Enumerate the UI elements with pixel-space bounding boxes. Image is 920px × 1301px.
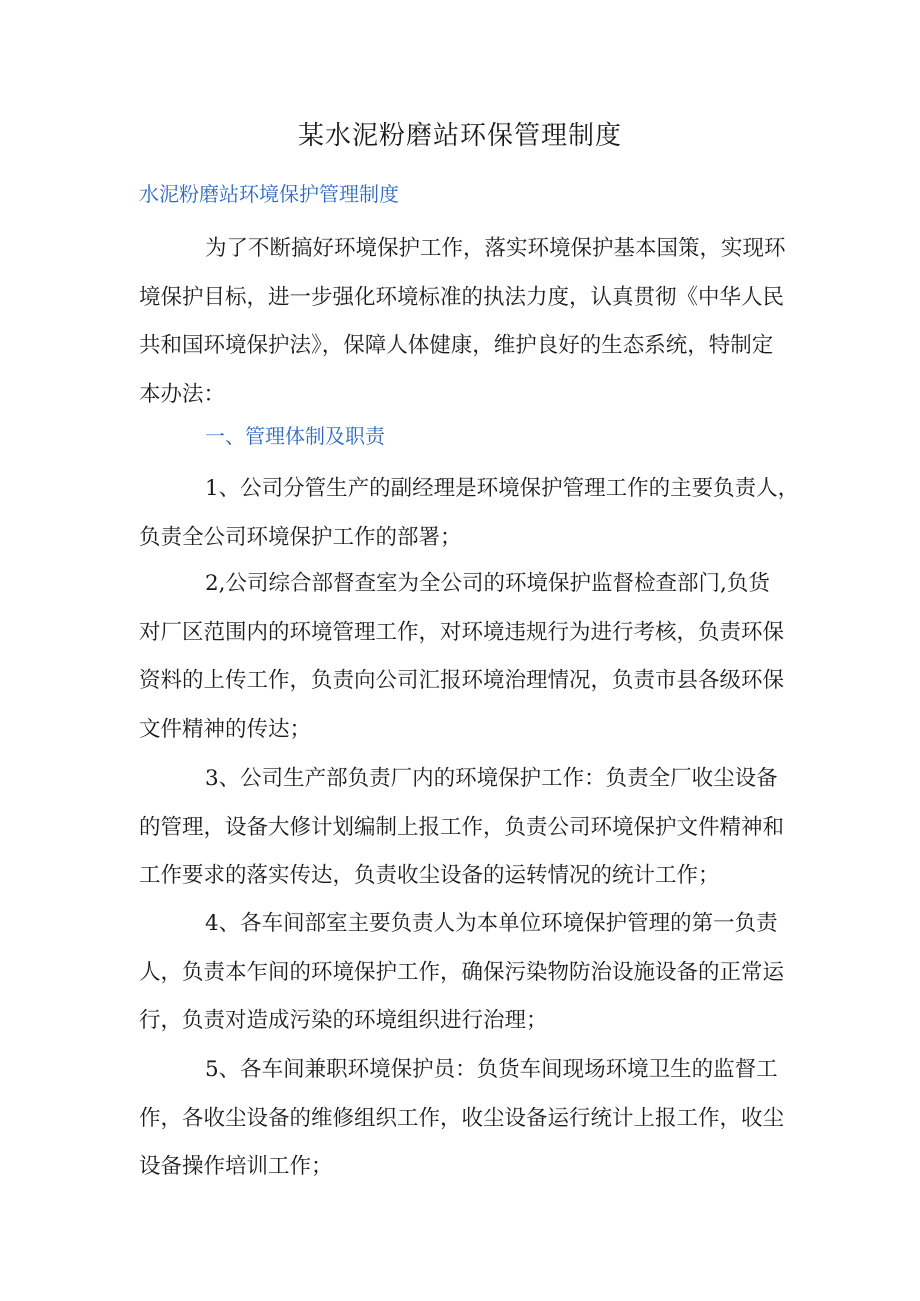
- item-line: 的管理，设备大修计划编制上报工作，负责公司环境保护文件精神和: [139, 814, 785, 840]
- list-item-2: [139, 560, 789, 754]
- item-line: 作，各收尘设备的维修组织工作，收尘设备运行统计上报工作，收尘: [139, 1105, 785, 1131]
- item-line: 5、各车间兼职环境保护员：负货车间现场环境卫生的监督工: [205, 1057, 778, 1082]
- item-line: 对厂区范围内的环境管理工作，对环境违规行为进行考核，负责环保: [139, 619, 785, 645]
- intro-line: 境保护目标，进一步强化环境标准的执法力度，认真贯彻《中华人民: [139, 284, 785, 310]
- document-title: 某水泥粉磨站环保管理制度: [297, 121, 622, 151]
- item-line: 行，负责对造成污染的环境组织进行治理；: [139, 1008, 548, 1033]
- item-line: 资料的上传工作，负责向公司汇报环境治理情况，负责市县各级环保: [139, 668, 785, 693]
- intro-line: 共和国环境保护法》，保障人体健康，维护良好的生态系统，特制定: [139, 333, 774, 358]
- item-line: 负责全公司环境保护工作的部署；: [139, 524, 462, 550]
- item-line: 文件精神的传达；: [139, 716, 312, 742]
- item-line: 4、各车间部室主要负责人为本单位环境保护管理的第一负责: [205, 911, 778, 936]
- list-item-4: [139, 900, 789, 1046]
- list-item-3: [139, 755, 789, 901]
- item-line: 工作要求的落实传达，负责收尘设备的运转情况的统计工作；: [139, 863, 720, 888]
- item-line: 2,公司综合部督查室为全公司的环境保护监督检查部门,负货: [205, 571, 770, 596]
- intro-line: 为了不断搞好环境保护工作，落实环境保护基本国策，实现环: [205, 236, 786, 261]
- item-line: 1、公司分管生产的副经理是环境保护管理工作的主要负责人，: [205, 476, 800, 501]
- item-line: 设备操作培训工作；: [139, 1154, 333, 1179]
- list-item-1: [139, 465, 800, 562]
- item-line: 3、公司生产部负责厂内的环境保护工作：负责全厂收尘设备: [205, 766, 778, 791]
- section-heading: 水泥粉磨站环境保护管理制度: [139, 182, 399, 206]
- item-line: 人，负责本乍间的环境保护工作，确保污染物防治设施设备的正常运: [139, 959, 785, 985]
- intro-paragraph: [139, 225, 789, 419]
- list-item-5: [139, 1046, 789, 1192]
- sub-heading-management: 一、管理体制及职责: [205, 424, 385, 448]
- intro-line: 本办法：: [139, 381, 226, 407]
